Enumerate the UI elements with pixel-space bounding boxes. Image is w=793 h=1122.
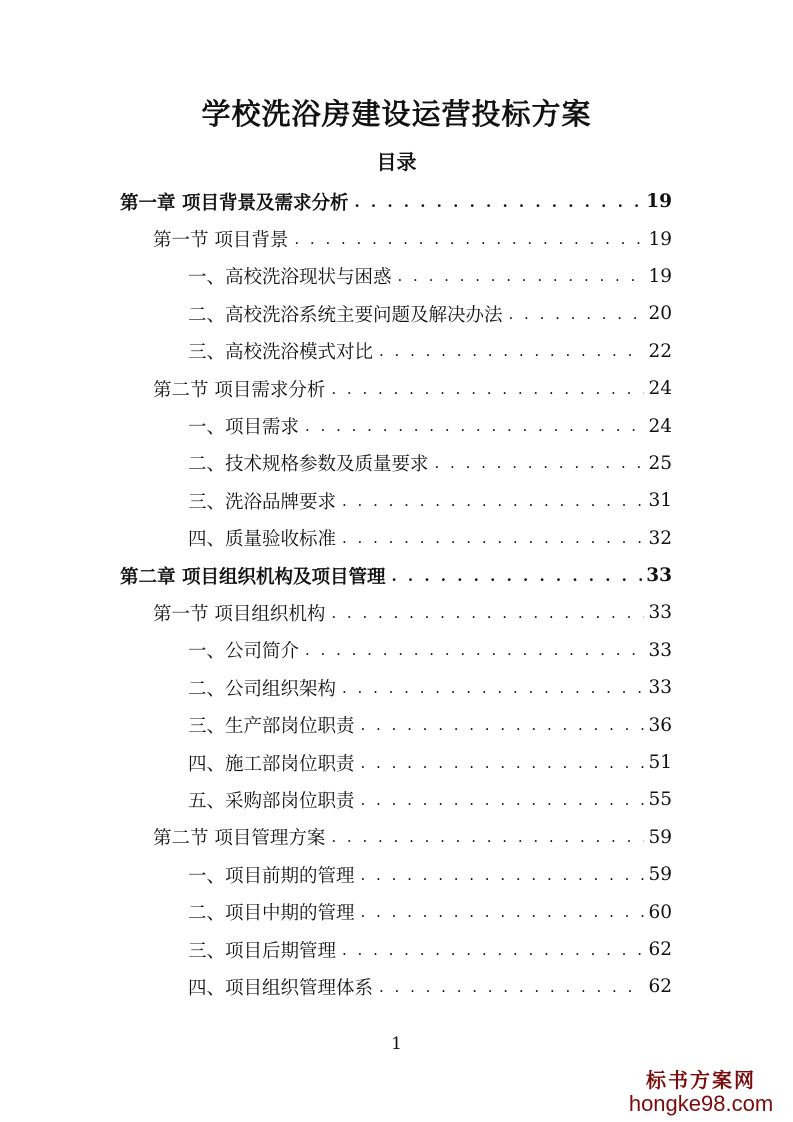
watermark-name: 标书方案网 [646,1068,756,1092]
toc-entry-title: 二、技术规格参数及质量要求 [188,454,429,476]
toc-entry-title: 二、高校洗浴系统主要问题及解决办法 [188,304,503,326]
toc-dot-leader [342,492,644,510]
toc-entry-page: 22 [648,340,672,362]
toc-entry-level-3[interactable] [0,482,793,519]
toc-entry-title: 四、质量验收标准 [188,529,337,551]
toc-heading: 目录 [376,150,417,174]
toc-entry-level-3[interactable] [0,931,793,968]
toc-entry-page: 36 [648,714,672,736]
toc-entry-level-3[interactable] [0,706,793,743]
toc-entry-title: 四、项目组织管理体系 [188,977,374,999]
toc-entry-title: 第二章 项目组织机构及项目管理 [120,566,386,588]
toc-entry-title: 三、洗浴品牌要求 [188,491,337,513]
toc-entry-title: 一、公司简介 [188,641,300,663]
toc-dot-leader [331,380,644,398]
toc-dot-leader [342,529,644,547]
table-of-contents [0,183,793,1006]
toc-entry-page: 33 [648,639,672,661]
toc-entry-level-3[interactable] [0,856,793,893]
toc-entry-title: 三、生产部岗位职责 [188,716,355,738]
toc-entry-page: 19 [646,191,672,213]
toc-entry-page: 55 [648,789,672,811]
toc-dot-leader [354,193,642,211]
toc-dot-leader [361,754,645,772]
toc-entry-level-2[interactable] [0,370,793,407]
toc-dot-leader [379,978,644,996]
toc-entry-title: 三、高校洗浴模式对比 [188,342,374,364]
toc-entry-level-1[interactable] [0,557,793,594]
toc-dot-leader [361,866,645,884]
toc-entry-level-2[interactable] [0,819,793,856]
toc-entry-title: 三、项目后期管理 [188,940,337,962]
toc-dot-leader [294,230,644,248]
toc-entry-level-1[interactable] [0,183,793,220]
toc-dot-leader [305,417,644,435]
toc-dot-leader [331,604,644,622]
toc-dot-leader [361,716,645,734]
toc-entry-page: 33 [646,565,672,587]
toc-entry-title: 第一节 项目组织机构 [153,603,326,625]
toc-entry-level-2[interactable] [0,594,793,631]
toc-entry-title: 第二节 项目需求分析 [153,379,326,401]
toc-dot-leader [391,567,642,585]
toc-entry-level-2[interactable] [0,220,793,257]
toc-entry-page: 59 [648,826,672,848]
toc-entry-level-3[interactable] [0,407,793,444]
watermark-url: hongke98.com [628,1091,774,1116]
toc-entry-level-3[interactable] [0,295,793,332]
toc-dot-leader [331,828,644,846]
toc-entry-page: 60 [648,901,672,923]
toc-dot-leader [305,641,644,659]
toc-entry-level-3[interactable] [0,893,793,930]
toc-entry-page: 62 [648,976,672,998]
toc-entry-page: 59 [648,864,672,886]
toc-dot-leader [509,305,645,323]
toc-entry-title: 一、项目前期的管理 [188,865,355,887]
toc-entry-level-3[interactable] [0,445,793,482]
toc-entry-page: 20 [648,303,672,325]
toc-entry-page: 32 [648,527,672,549]
toc-dot-leader [342,679,644,697]
toc-entry-level-3[interactable] [0,632,793,669]
toc-entry-page: 33 [648,677,672,699]
toc-entry-page: 24 [648,415,672,437]
toc-entry-page: 19 [648,265,672,287]
toc-entry-page: 19 [648,228,672,250]
watermark-logo [621,1068,781,1116]
toc-entry-title: 第一章 项目背景及需求分析 [120,192,349,214]
toc-entry-title: 第一节 项目背景 [153,230,289,252]
toc-dot-leader [379,342,644,360]
toc-dot-leader [361,791,645,809]
toc-entry-page: 62 [648,939,672,960]
toc-entry-page: 24 [648,378,672,400]
toc-dot-leader [361,903,645,921]
toc-entry-level-3[interactable] [0,744,793,781]
toc-entry-title: 一、项目需求 [188,417,300,439]
toc-entry-level-3[interactable] [0,333,793,370]
toc-entry-level-3[interactable] [0,781,793,818]
toc-dot-leader [342,941,644,959]
toc-entry-page: 31 [648,490,672,512]
toc-entry-title: 五、采购部岗位职责 [188,790,355,812]
toc-entry-level-3[interactable] [0,520,793,557]
toc-entry-page: 33 [648,602,672,624]
toc-entry-page: 25 [648,452,672,474]
toc-entry-title: 二、项目中期的管理 [188,903,355,925]
toc-entry-level-3[interactable] [0,669,793,706]
toc-entry-page: 51 [648,752,672,774]
toc-entry-title: 一、高校洗浴现状与困惑 [188,267,392,289]
toc-entry-title: 四、施工部岗位职责 [188,753,355,775]
toc-entry-level-3[interactable] [0,258,793,295]
page-number: 1 [391,1034,402,1054]
toc-entry-title: 二、公司组织架构 [188,678,337,700]
document-title: 学校洗浴房建设运营投标方案 [201,97,592,131]
toc-entry-title: 第二节 项目管理方案 [153,828,326,850]
toc-dot-leader [398,267,645,285]
toc-dot-leader [435,454,645,472]
toc-entry-level-3[interactable] [0,968,793,1005]
